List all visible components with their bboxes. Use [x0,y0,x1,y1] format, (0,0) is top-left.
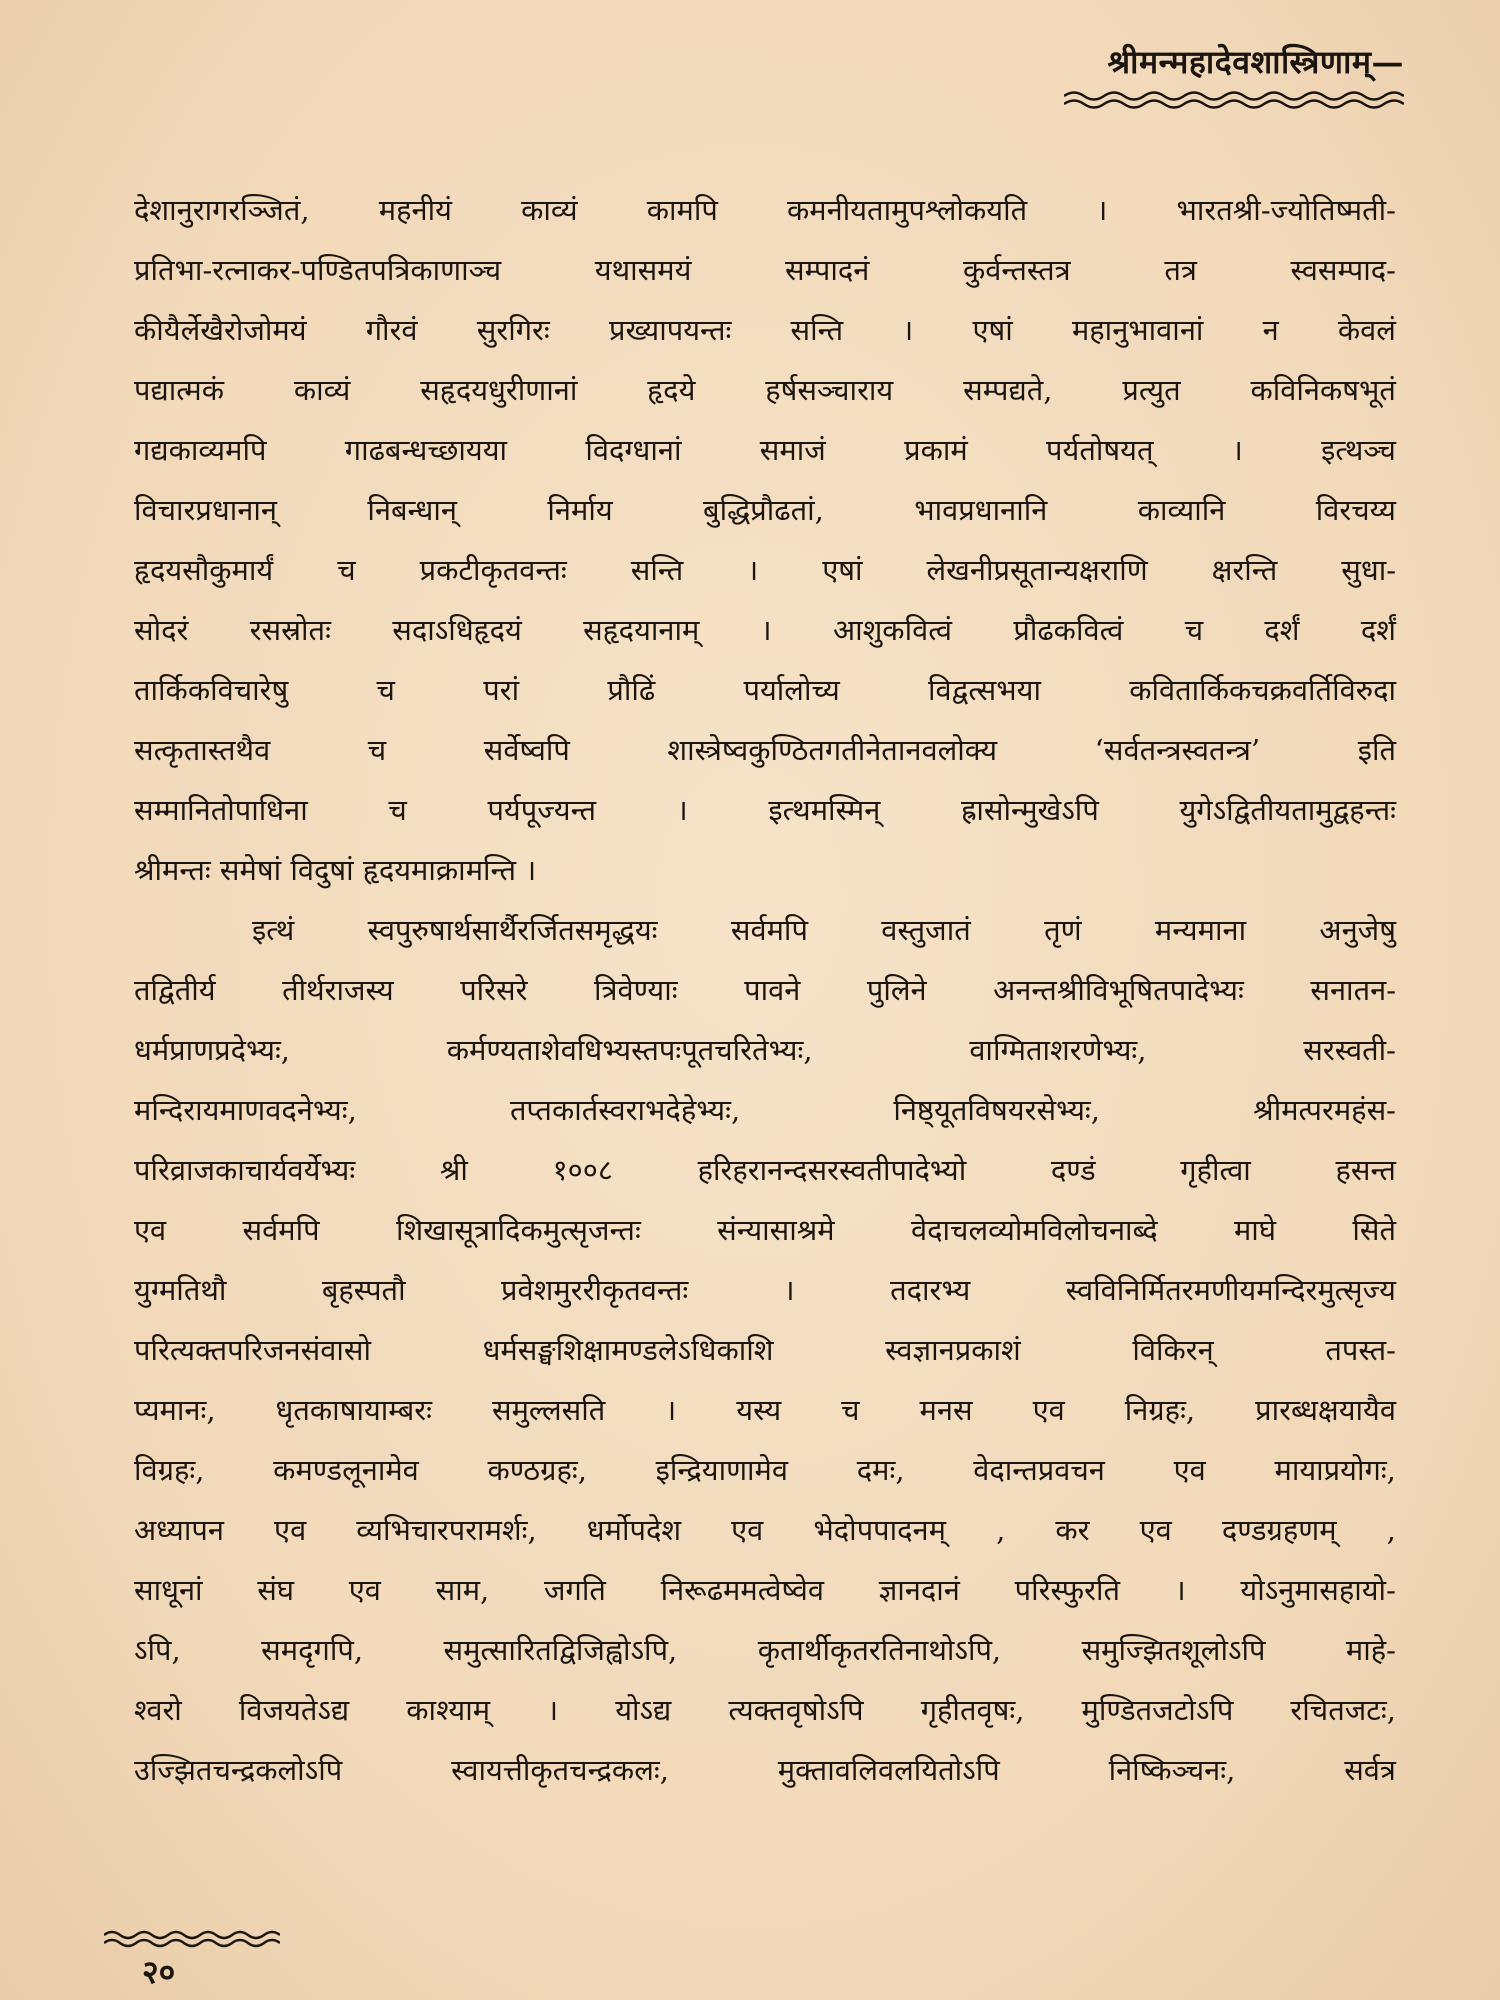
word: । [902,313,914,347]
word: कण्ठग्रहः, [487,1453,587,1487]
word: परां [483,673,520,707]
word: पर्यपूज्यन्त [487,793,597,827]
word: हर्षसञ्चाराय [765,373,894,407]
word: च [367,733,387,767]
word: प्रारब्धक्षयायैव [1255,1393,1396,1427]
word: ज्ञानदानं [878,1573,960,1607]
text-line [134,1620,1396,1680]
word: यथासमयं [594,253,692,287]
word: तार्किकविचारेषु [134,673,289,707]
word: । [1231,433,1243,467]
footer-wave-ornament [104,1928,280,1950]
word: सम्मानितोपाधिना [134,793,308,827]
text-line [134,540,1396,600]
word: धर्मोपदेश [586,1513,682,1547]
word: प्रत्युत [1122,373,1181,407]
text-line [134,1740,1396,1800]
word: च [337,553,356,587]
word: धर्मसङ्घशिक्षामण्डलेऽधिकाशि [482,1333,774,1367]
word: एव [1139,1513,1172,1547]
word: गृहीतवृषः, [920,1693,1025,1727]
word: इत्थञ्च [1321,433,1396,467]
word: समदृगपि, [261,1633,364,1667]
word: बुद्धिप्रौढतां, [703,493,824,527]
word: सहृदयानाम् [583,613,700,647]
word: कर [1055,1513,1090,1547]
word: परिसरे [460,973,528,1007]
word: निर्माय [547,493,613,527]
word: । [747,553,759,587]
word: मुण्डितजटोऽपि [1081,1693,1234,1727]
word: हृदये [647,373,696,407]
word: इन्द्रियाणामेव [655,1453,789,1487]
word: साधूनां [134,1573,203,1607]
word: सर्वेष्वपि [483,733,570,767]
header-wave-ornament [1064,89,1404,111]
word: परित्यक्तपरिजनसंवासो [134,1333,371,1367]
word: समुज्झितशूलोऽपि [1081,1633,1266,1667]
word: एषां [822,553,863,587]
word: सन्ति [630,553,684,587]
word: । [783,1273,795,1307]
text-line [134,1500,1396,1560]
text-line [134,960,1396,1020]
word: काव्यं [293,373,351,407]
word: कुर्वन्तस्तत्र [963,253,1071,287]
word: विचारप्रधानान् [134,493,277,527]
word: समुल्लसति [491,1393,606,1427]
word: प्रौढकवित्वं [1013,613,1124,647]
word: तदारभ्य [890,1273,971,1307]
text-line [134,360,1396,420]
word: महनीयं [378,193,452,227]
word: एव [134,1213,167,1247]
word: परिस्फुरति [1014,1573,1120,1607]
word: प्रौढिं [607,673,656,707]
word: मन्दिरायमाणवदनेभ्यः, [134,1093,357,1127]
paragraph-2 [134,900,1396,1800]
word: दर्शं [1264,613,1300,647]
text-line [134,420,1396,480]
word: पर्यतोषयत् [1046,433,1154,467]
text-line [134,1140,1396,1200]
word: लेखनीप्रसूतान्यक्षराणि [926,553,1148,587]
word: सम्पद्यते, [963,373,1053,407]
word: व्यभिचारपरामर्शः, [356,1513,537,1547]
word: कमनीयतामुपश्लोकयति [787,193,1028,227]
word: सरस्वती- [1303,1033,1396,1067]
word: योऽद्य [615,1693,672,1727]
word: निष्किञ्चनः, [1108,1753,1236,1787]
word: विग्रहः, [134,1453,205,1487]
word: कवितार्किकचक्रवर्तिविरुदा [1129,673,1396,707]
word: कर्मण्यताशेवधिभ्यस्तपःपूतचरितेभ्यः, [446,1033,813,1067]
word: वाग्मिताशरणेभ्यः, [969,1033,1147,1067]
word: संघ [257,1573,295,1607]
word: केवलं [1337,313,1396,347]
word: वेदाचलव्योमविलोचनाब्दे [911,1213,1158,1247]
body-text [134,180,1396,1800]
word: निग्रहः, [1124,1393,1196,1427]
word: । [665,1393,677,1427]
word: कृतार्थीकृतरतिनाथोऽपि, [757,1633,1002,1667]
word: प्यमानः, [134,1393,216,1427]
word: देशानुरागरञ्जितं, [134,193,310,227]
word: रसस्रोतः [249,613,331,647]
word: मुक्तावलिवलयितोऽपि [777,1753,1000,1787]
word: सर्वत्र [1344,1753,1396,1787]
word: सन्ति [790,313,844,347]
word: ह्रासोन्मुखेऽपि [960,793,1099,827]
word: दण्डग्रहणम् [1221,1513,1337,1547]
word: प्रकटीकृतवन्तः [419,553,567,587]
paragraph-1 [134,180,1396,900]
word: सम्पादनं [785,253,870,287]
word: कमण्डलूनामेव [273,1453,419,1487]
word: पुलिने [866,973,927,1007]
word: सर्वमपि [730,913,808,947]
word: विद्वत्सभया [928,673,1041,707]
running-header-title: श्रीमन्महादेवशास्त्रिणाम्— [1107,43,1404,81]
word: । [760,613,772,647]
word: सर्वमपि [242,1213,320,1247]
word: सुरगिरः [476,313,550,347]
page-footer [104,1928,280,1993]
text-line [134,720,1396,780]
text-line [134,1080,1396,1140]
text-line [134,600,1396,660]
text-line [134,1680,1396,1740]
word: १००८ [552,1153,613,1187]
text-line [134,1020,1396,1080]
word: हसन्त [1335,1153,1396,1187]
word: निरूढममत्वेष्वेव [660,1573,824,1607]
word: काव्यं [521,193,578,227]
word: एव [274,1513,307,1547]
word: महानुभावानां [1071,313,1204,347]
word: निबन्धान् [367,493,457,527]
word: वस्तुजातं [881,913,971,947]
word: तपस्त- [1325,1333,1396,1367]
word: एषां [972,313,1013,347]
text-line [134,780,1396,840]
text-line [134,1200,1396,1260]
word: , [1386,1513,1396,1547]
text-line [134,480,1396,540]
word: प्रतिभा-रत्नाकर-पण्डितपत्रिकाणाञ्च [134,253,502,287]
word: त्रिवेण्याः [594,973,678,1007]
word: त्यक्तवृषोऽपि [728,1693,864,1727]
word: । [1174,1573,1186,1607]
text-line: श्रीमन्तः समेषां विदुषां हृदयमाक्रामन्ति । [134,853,537,887]
word: सोदरं [134,613,189,647]
word: सनातन- [1310,973,1396,1007]
word: मन्यमाना [1154,913,1247,947]
word: वेदान्तप्रवचन [973,1453,1105,1487]
word: गौरवं [365,313,418,347]
word: भेदोपपादनम् [813,1513,946,1547]
word: ऽपि, [134,1633,181,1667]
word: इत्थमस्मिन् [768,793,881,827]
word: विरचय्य [1315,493,1396,527]
word: अनन्तश्रीविभूषितपादेभ्यः [993,973,1244,1007]
text-line [134,1440,1396,1500]
word: धृतकाषायाम्बरः [275,1393,433,1427]
word: मायाप्रयोगः, [1274,1453,1396,1487]
word: इति [1357,733,1396,767]
word: दण्डं [1050,1153,1096,1187]
word: , [996,1513,1006,1547]
word: एव [1173,1453,1206,1487]
word: स्वपुरुषार्थसार्थैरर्जितसमृद्धयः [367,913,658,947]
text-line [134,1320,1396,1380]
word: । [547,1693,559,1727]
word: श्रीमत्परमहंस- [1253,1093,1396,1127]
word: सत्कृतास्तथैव [134,733,271,767]
word: कीयैर्लेखैरोजोमयं [134,313,307,347]
word: श्वरो [134,1693,182,1727]
word: आशुकवित्वं [832,613,953,647]
word: भावप्रधानानि [914,493,1048,527]
word: शिखासूत्रादिकमुत्सृजन्तः [395,1213,641,1247]
word: संन्यासाश्रमे [717,1213,835,1247]
word: प्रकामं [904,433,968,467]
word: विजयतेऽद्य [238,1693,350,1727]
word: माघे [1233,1213,1276,1247]
word: एव [731,1513,764,1547]
word: तप्तकार्तस्वराभदेहेभ्यः, [509,1093,741,1127]
word: उज्झितचन्द्रकलोऽपि [134,1753,343,1787]
text-line [134,1260,1396,1320]
word: सिते [1352,1213,1396,1247]
word: ‘सर्वतन्त्रस्वतन्त्र’ [1094,733,1261,767]
text-line [134,900,1396,960]
word: तीर्थराजस्य [282,973,394,1007]
word: माहे- [1345,1633,1396,1667]
word: च [1184,613,1204,647]
word: क्षरन्ति [1211,553,1278,587]
word: अध्यापन [134,1513,224,1547]
word: स्वज्ञानप्रकाशं [885,1333,1021,1367]
word: तत्र [1164,253,1197,287]
word: प्रवेशमुररीकृतवन्तः [501,1273,689,1307]
word: गृहीत्वा [1180,1153,1251,1187]
word: कविनिकषभूतं [1250,373,1396,407]
word: युगेऽद्वितीयतामुद्वहन्तः [1179,793,1396,827]
word: जगति [543,1573,606,1607]
word: एव [1032,1393,1065,1427]
word: च [376,673,395,707]
word: स्वविनिर्मितरमणीयमन्दिरमुत्सृज्य [1065,1273,1396,1307]
word: रचितजटः, [1290,1693,1396,1727]
word: विकिरन् [1132,1333,1214,1367]
word: हृदयसौकुमार्यं [134,553,274,587]
word: समुत्सारितद्विजिह्वोऽपि, [443,1633,678,1667]
text-line [134,300,1396,360]
word: मनस [919,1393,973,1427]
word: पद्यात्मकं [134,373,225,407]
word: कामपि [646,193,718,227]
word: स्वायत्तीकृतचन्द्रकलः, [451,1753,669,1787]
text-line [134,1560,1396,1620]
text-line [134,660,1396,720]
word: परिव्राजकाचार्यवर्येभ्यः [134,1153,356,1187]
word: एव [348,1573,381,1607]
page-number: २० [142,1953,176,1991]
word: । [676,793,688,827]
word: न [1262,313,1279,347]
word: काव्यानि [1137,493,1226,527]
word: च [841,1393,860,1427]
word: च [388,793,407,827]
word: सहृदयधुरीणानां [420,373,578,407]
text-line [134,180,1396,240]
word: अनुजेषु [1319,913,1396,947]
word: साम, [435,1573,490,1607]
word: बृहस्पतौ [321,1273,406,1307]
word: पावने [744,973,801,1007]
word: समाजं [759,433,826,467]
text-line [134,1380,1396,1440]
word: दमः, [856,1453,905,1487]
word: हरिहरानन्दसरस्वतीपादेभ्यो [697,1153,967,1187]
word: युग्मतिथौ [134,1273,227,1307]
word: पर्यालोच्य [743,673,840,707]
word: इत्थं [252,913,295,947]
word: । [1096,193,1108,227]
text-line [134,240,1396,300]
word: धर्मप्राणप्रदेभ्यः, [134,1033,291,1067]
word: विदग्धानां [585,433,682,467]
word: तद्वितीर्य [134,973,216,1007]
word: गद्यकाव्यमपि [134,433,267,467]
word: निष्ठ्यूतविषयरसेभ्यः, [893,1093,1101,1127]
word: भारतश्री-ज्योतिष्मती- [1176,193,1396,227]
word: काश्याम् [406,1693,491,1727]
word: शास्त्रेष्वकुण्ठितगतीनेतानवलोक्य [667,733,998,767]
word: गाढबन्धच्छायया [344,433,508,467]
word: यस्य [736,1393,782,1427]
word: सदाऽधिहृदयं [392,613,522,647]
word: दर्शं [1360,613,1396,647]
word: तृणं [1044,913,1082,947]
word: प्रख्यापयन्तः [608,313,732,347]
word: श्री [439,1153,468,1187]
running-header [1064,40,1404,111]
word: स्वसम्पाद- [1290,253,1396,287]
word: योऽनुमासहायो- [1240,1573,1396,1607]
word: सुधा- [1341,553,1396,587]
